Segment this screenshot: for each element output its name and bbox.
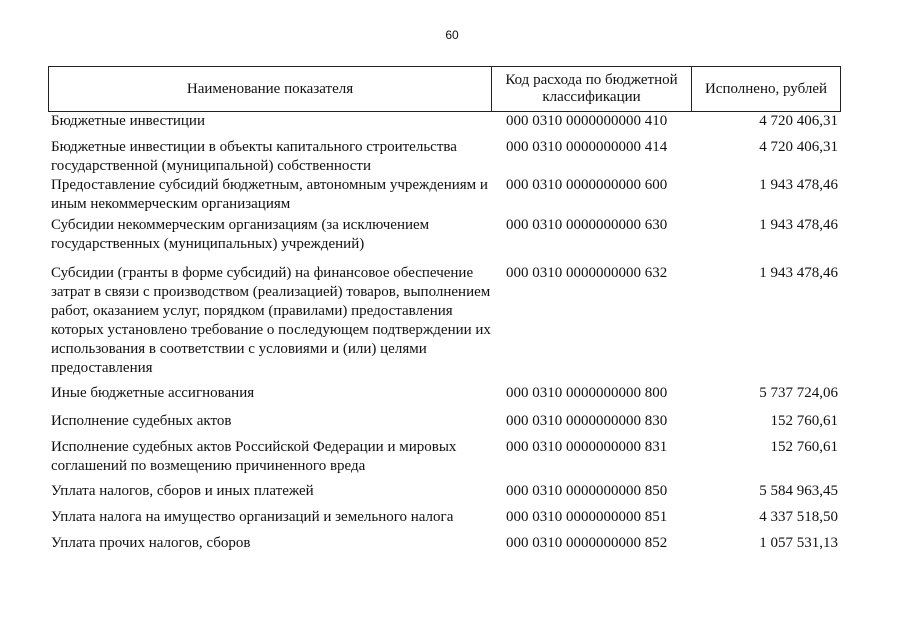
header-name-cell: Наименование показателя <box>49 67 492 111</box>
row-amount: 1 943 478,46 <box>759 265 838 281</box>
row-amount: 1 943 478,46 <box>759 177 838 193</box>
row-code: 000 0310 0000000000 851 <box>506 509 668 525</box>
row-name: Уплата прочих налогов, сборов <box>51 535 251 551</box>
row-code: 000 0310 0000000000 830 <box>506 413 668 429</box>
row-amount: 1 943 478,46 <box>759 217 838 233</box>
table-header <box>48 66 841 112</box>
row-name: Бюджетные инвестиции <box>51 113 205 129</box>
row-code: 000 0310 0000000000 800 <box>506 385 668 401</box>
page-number: 60 <box>445 28 459 42</box>
row-code: 000 0310 0000000000 632 <box>506 265 668 281</box>
row-name: Исполнение судебных актов Российской Федерации и мировых соглашений по возмещению причиненного вреда <box>51 439 457 474</box>
row-name: Субсидии (гранты в форме субсидий) на финансовое обеспечение затрат в связи с производством (реализацией) товаров, выполнением работ, оказанием услуг, порядком (правилами) предоставления которых установлено требование о последующем подтверждении их использования в соответствии с условиями и (или) целями предоставления <box>51 265 491 376</box>
row-code: 000 0310 0000000000 831 <box>506 439 668 455</box>
row-name: Субсидии некоммерческим организациям (за исключением государственных (муниципальных) учреждений) <box>51 217 430 252</box>
row-amount: 4 720 406,31 <box>759 139 838 155</box>
row-amount: 1 057 531,13 <box>759 535 838 551</box>
row-name: Уплата налога на имущество организаций и земельного налога <box>51 509 454 525</box>
row-amount: 4 720 406,31 <box>759 113 838 129</box>
row-code: 000 0310 0000000000 410 <box>506 113 668 129</box>
row-name: Уплата налогов, сборов и иных платежей <box>51 483 314 499</box>
row-code: 000 0310 0000000000 600 <box>506 177 668 193</box>
row-code: 000 0310 0000000000 630 <box>506 217 668 233</box>
row-amount: 4 337 518,50 <box>759 509 838 525</box>
header-amount-cell: Исполнено, рублей <box>704 80 828 97</box>
row-name: Исполнение судебных актов <box>51 413 232 429</box>
row-amount: 5 584 963,45 <box>759 483 838 499</box>
header-code-cell: Код расхода по бюджетной классификации <box>492 67 692 111</box>
row-code: 000 0310 0000000000 850 <box>506 483 668 499</box>
row-name: Предоставление субсидий бюджетным, автономным учреждениям и иным некоммерческим организациям <box>51 177 488 212</box>
row-code: 000 0310 0000000000 852 <box>506 535 668 551</box>
row-code: 000 0310 0000000000 414 <box>506 139 668 155</box>
row-name: Иные бюджетные ассигнования <box>51 385 255 401</box>
row-amount: 152 760,61 <box>770 439 838 455</box>
row-name: Бюджетные инвестиции в объекты капитального строительства государственной (муниципальной) собственности <box>51 139 457 174</box>
row-amount: 5 737 724,06 <box>759 385 838 401</box>
row-amount: 152 760,61 <box>770 413 838 429</box>
